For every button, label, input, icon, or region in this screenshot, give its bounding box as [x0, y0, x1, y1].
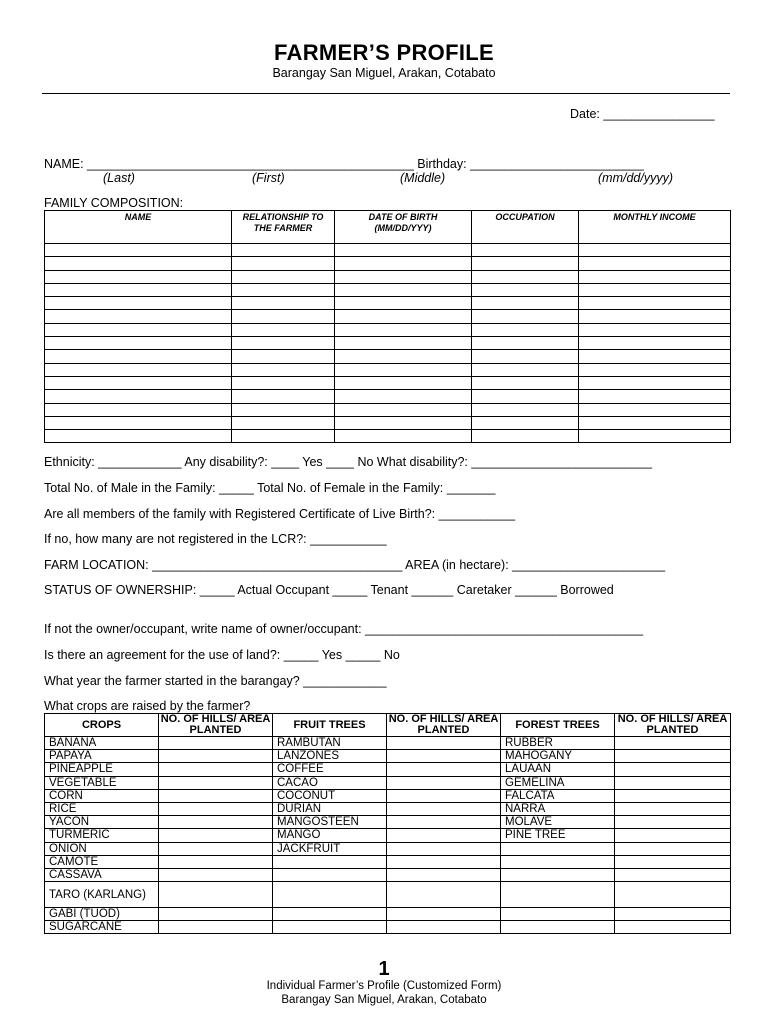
- family-row: [45, 337, 731, 350]
- family-row: [45, 350, 731, 363]
- lcr-field[interactable]: If no, how many are not registered in the LCR?: ___________: [44, 532, 387, 546]
- forest-tree-name: MOLAVE: [501, 816, 615, 829]
- family-header-dob: DATE OF BIRTH (MM/DD/YYY): [335, 211, 472, 244]
- family-cell[interactable]: [335, 416, 472, 429]
- family-cell[interactable]: [45, 323, 232, 336]
- family-cell[interactable]: [472, 244, 579, 257]
- family-cell[interactable]: [472, 350, 579, 363]
- forest-tree-blank-cell[interactable]: [501, 855, 615, 868]
- forest-hills-cell[interactable]: [615, 921, 731, 934]
- family-cell[interactable]: [579, 390, 731, 403]
- family-row: [45, 376, 731, 389]
- crop-name: BANANA: [45, 737, 159, 750]
- crops-row: [45, 882, 731, 908]
- family-cell[interactable]: [579, 416, 731, 429]
- crops-question: What crops are raised by the farmer?: [44, 699, 251, 713]
- forest-tree-blank-cell[interactable]: [501, 882, 615, 908]
- forest-hills-cell[interactable]: [615, 855, 731, 868]
- forest-tree-name: MAHOGANY: [501, 750, 615, 763]
- hint-birthday: (mm/dd/yyyy): [598, 171, 673, 185]
- family-row: [45, 430, 731, 443]
- crop-hills-cell[interactable]: [159, 882, 273, 908]
- crop-name: TURMERIC: [45, 829, 159, 842]
- family-cell[interactable]: [335, 430, 472, 443]
- crop-hills-cell[interactable]: [159, 750, 273, 763]
- crop-hills-cell[interactable]: [159, 855, 273, 868]
- crops-header-hills-2: NO. OF HILLS/ AREA PLANTED: [387, 714, 501, 737]
- crop-name: CAMOTE: [45, 855, 159, 868]
- crops-header-forest-trees: FOREST TREES: [501, 714, 615, 737]
- ownership-status-field[interactable]: STATUS OF OWNERSHIP: _____ Actual Occupant _____ Tenant ______ Caretaker ______ Borrowed: [44, 583, 614, 597]
- fruit-hills-cell[interactable]: [387, 816, 501, 829]
- family-cell[interactable]: [232, 244, 335, 257]
- family-cell[interactable]: [232, 257, 335, 270]
- fruit-hills-cell[interactable]: [387, 868, 501, 881]
- crops-row: [45, 750, 731, 763]
- family-cell[interactable]: [45, 403, 232, 416]
- family-cell[interactable]: [335, 350, 472, 363]
- family-cell[interactable]: [232, 350, 335, 363]
- crop-hills-cell[interactable]: [159, 763, 273, 776]
- fruit-hills-cell[interactable]: [387, 750, 501, 763]
- family-cell[interactable]: [335, 403, 472, 416]
- family-row: [45, 390, 731, 403]
- family-composition-label: FAMILY COMPOSITION:: [44, 196, 184, 210]
- fruit-hills-cell[interactable]: [387, 763, 501, 776]
- crops-row: [45, 737, 731, 750]
- hint-first: (First): [252, 171, 285, 185]
- crop-hills-cell[interactable]: [159, 776, 273, 789]
- crop-name: PINEAPPLE: [45, 763, 159, 776]
- family-cell[interactable]: [579, 270, 731, 283]
- family-cell[interactable]: [579, 244, 731, 257]
- forest-tree-name: GEMELINA: [501, 776, 615, 789]
- crops-row: [45, 908, 731, 921]
- family-row: [45, 270, 731, 283]
- fruit-tree-blank-cell[interactable]: [273, 921, 387, 934]
- family-cell[interactable]: [232, 270, 335, 283]
- forest-tree-name: NARRA: [501, 802, 615, 815]
- family-cell[interactable]: [45, 244, 232, 257]
- crops-table: [44, 713, 731, 934]
- forest-hills-cell[interactable]: [615, 763, 731, 776]
- crop-hills-cell[interactable]: [159, 829, 273, 842]
- crops-header-hills-3: NO. OF HILLS/ AREA PLANTED: [615, 714, 731, 737]
- footer-line-2: Barangay San Miguel, Arakan, Cotabato: [281, 994, 487, 1006]
- forest-hills-cell[interactable]: [615, 802, 731, 815]
- family-row: [45, 257, 731, 270]
- fruit-hills-cell[interactable]: [387, 908, 501, 921]
- family-cell[interactable]: [45, 350, 232, 363]
- crop-name: YACON: [45, 816, 159, 829]
- fruit-tree-name: JACKFRUIT: [273, 842, 387, 855]
- family-cell[interactable]: [45, 270, 232, 283]
- crops-row: [45, 842, 731, 855]
- crop-name: RICE: [45, 802, 159, 815]
- forest-hills-cell[interactable]: [615, 789, 731, 802]
- family-cell[interactable]: [579, 430, 731, 443]
- forest-hills-cell[interactable]: [615, 737, 731, 750]
- family-cell[interactable]: [232, 376, 335, 389]
- family-cell[interactable]: [472, 323, 579, 336]
- year-started-field[interactable]: What year the farmer started in the barangay? ____________: [44, 674, 387, 688]
- footer-line-1: Individual Farmer’s Profile (Customized Form): [266, 980, 502, 992]
- fruit-hills-cell[interactable]: [387, 776, 501, 789]
- fruit-tree-name: COCONUT: [273, 789, 387, 802]
- forest-hills-cell[interactable]: [615, 829, 731, 842]
- page-subtitle: Barangay San Miguel, Arakan, Cotabato: [272, 66, 496, 80]
- family-cell[interactable]: [45, 310, 232, 323]
- family-cell[interactable]: [232, 390, 335, 403]
- fruit-hills-cell[interactable]: [387, 855, 501, 868]
- family-header-relationship: RELATIONSHIP TO THE FARMER: [232, 211, 335, 244]
- family-row: [45, 403, 731, 416]
- crops-row: [45, 921, 731, 934]
- family-cell[interactable]: [472, 390, 579, 403]
- family-cell[interactable]: [335, 270, 472, 283]
- family-cell[interactable]: [45, 416, 232, 429]
- family-cell[interactable]: [472, 416, 579, 429]
- family-cell[interactable]: [45, 297, 232, 310]
- crops-header-hills-1: NO. OF HILLS/ AREA PLANTED: [159, 714, 273, 737]
- family-cell[interactable]: [472, 270, 579, 283]
- family-cell[interactable]: [232, 323, 335, 336]
- fruit-tree-blank-cell[interactable]: [273, 882, 387, 908]
- family-cell[interactable]: [472, 363, 579, 376]
- name-birthday-field[interactable]: NAME: _______________________________________________ Birthday: _________________________: [44, 157, 644, 171]
- date-field[interactable]: Date: ________________: [570, 107, 715, 121]
- fruit-tree-name: COFFEE: [273, 763, 387, 776]
- family-cell[interactable]: [579, 337, 731, 350]
- ethnicity-disability-field[interactable]: Ethnicity: ____________ Any disability?: ____ Yes ____ No What disability?: __________________________: [44, 455, 653, 469]
- family-cell[interactable]: [579, 297, 731, 310]
- birth-certificate-field[interactable]: Are all members of the family with Registered Certificate of Live Birth?: ___________: [44, 507, 516, 521]
- header-divider: [42, 93, 730, 94]
- family-cell[interactable]: [232, 297, 335, 310]
- forest-tree-name: RUBBER: [501, 737, 615, 750]
- fruit-hills-cell[interactable]: [387, 921, 501, 934]
- family-row: [45, 244, 731, 257]
- family-cell[interactable]: [579, 403, 731, 416]
- family-row: [45, 323, 731, 336]
- crops-row: [45, 789, 731, 802]
- family-header-name: NAME: [45, 211, 232, 244]
- crop-name: TARO (KARLANG): [45, 882, 159, 908]
- fruit-tree-name: RAMBUTAN: [273, 737, 387, 750]
- family-composition-table: [44, 210, 731, 443]
- forest-hills-cell[interactable]: [615, 776, 731, 789]
- crops-row: [45, 855, 731, 868]
- family-cell[interactable]: [232, 416, 335, 429]
- family-cell[interactable]: [579, 376, 731, 389]
- owner-name-field[interactable]: If not the owner/occupant, write name of owner/occupant: ________________________________________: [44, 622, 644, 636]
- family-cell[interactable]: [579, 363, 731, 376]
- family-cell[interactable]: [335, 363, 472, 376]
- family-cell[interactable]: [472, 376, 579, 389]
- family-header-occupation: OCCUPATION: [472, 211, 579, 244]
- family-cell[interactable]: [232, 337, 335, 350]
- crop-name: SUGARCANE: [45, 921, 159, 934]
- family-cell[interactable]: [579, 257, 731, 270]
- family-cell[interactable]: [335, 376, 472, 389]
- crop-hills-cell[interactable]: [159, 802, 273, 815]
- forest-hills-cell[interactable]: [615, 816, 731, 829]
- hint-middle: (Middle): [400, 171, 446, 185]
- crop-hills-cell[interactable]: [159, 816, 273, 829]
- family-cell[interactable]: [335, 297, 472, 310]
- forest-tree-blank-cell[interactable]: [501, 921, 615, 934]
- forest-tree-name: LAUAAN: [501, 763, 615, 776]
- fruit-hills-cell[interactable]: [387, 882, 501, 908]
- fruit-hills-cell[interactable]: [387, 842, 501, 855]
- family-cell[interactable]: [335, 244, 472, 257]
- family-cell[interactable]: [579, 310, 731, 323]
- crop-hills-cell[interactable]: [159, 737, 273, 750]
- crops-row: [45, 776, 731, 789]
- family-header-income: MONTHLY INCOME: [579, 211, 731, 244]
- family-cell[interactable]: [232, 363, 335, 376]
- crop-name: VEGETABLE: [45, 776, 159, 789]
- family-cell[interactable]: [579, 283, 731, 296]
- family-cell[interactable]: [472, 297, 579, 310]
- crops-row: [45, 802, 731, 815]
- family-cell[interactable]: [45, 376, 232, 389]
- fruit-tree-name: LANZONES: [273, 750, 387, 763]
- family-cell[interactable]: [335, 390, 472, 403]
- family-cell[interactable]: [45, 390, 232, 403]
- forest-hills-cell[interactable]: [615, 882, 731, 908]
- family-cell[interactable]: [472, 403, 579, 416]
- family-cell[interactable]: [472, 337, 579, 350]
- forest-hills-cell[interactable]: [615, 842, 731, 855]
- crop-name: CASSAVA: [45, 868, 159, 881]
- crop-hills-cell[interactable]: [159, 789, 273, 802]
- family-cell[interactable]: [45, 283, 232, 296]
- forest-hills-cell[interactable]: [615, 868, 731, 881]
- fruit-tree-blank-cell[interactable]: [273, 908, 387, 921]
- crop-hills-cell[interactable]: [159, 908, 273, 921]
- family-cell[interactable]: [335, 283, 472, 296]
- fruit-tree-blank-cell[interactable]: [273, 855, 387, 868]
- family-cell[interactable]: [472, 310, 579, 323]
- crops-row: [45, 816, 731, 829]
- forest-hills-cell[interactable]: [615, 750, 731, 763]
- forest-tree-name: FALCATA: [501, 789, 615, 802]
- family-cell[interactable]: [45, 257, 232, 270]
- land-agreement-field[interactable]: Is there an agreement for the use of land?: _____ Yes _____ No: [44, 648, 400, 662]
- male-female-count-field[interactable]: Total No. of Male in the Family: _____ Total No. of Female in the Family: _______: [44, 481, 496, 495]
- fruit-tree-name: DURIAN: [273, 802, 387, 815]
- family-cell[interactable]: [45, 430, 232, 443]
- family-cell[interactable]: [472, 283, 579, 296]
- crop-name: GABI (TUOD): [45, 908, 159, 921]
- forest-hills-cell[interactable]: [615, 908, 731, 921]
- forest-tree-blank-cell[interactable]: [501, 842, 615, 855]
- family-row: [45, 416, 731, 429]
- family-row: [45, 297, 731, 310]
- family-cell[interactable]: [232, 430, 335, 443]
- family-cell[interactable]: [232, 310, 335, 323]
- crop-hills-cell[interactable]: [159, 842, 273, 855]
- family-cell[interactable]: [472, 257, 579, 270]
- fruit-tree-name: MANGOSTEEN: [273, 816, 387, 829]
- fruit-tree-name: CACAO: [273, 776, 387, 789]
- family-cell[interactable]: [335, 323, 472, 336]
- fruit-tree-name: MANGO: [273, 829, 387, 842]
- fruit-hills-cell[interactable]: [387, 789, 501, 802]
- family-cell[interactable]: [45, 363, 232, 376]
- family-row: [45, 310, 731, 323]
- page-title: FARMER’S PROFILE: [274, 40, 494, 65]
- page-number: 1: [378, 958, 390, 980]
- fruit-hills-cell[interactable]: [387, 802, 501, 815]
- family-cell[interactable]: [472, 430, 579, 443]
- family-cell[interactable]: [45, 337, 232, 350]
- fruit-hills-cell[interactable]: [387, 737, 501, 750]
- family-cell[interactable]: [335, 257, 472, 270]
- crops-row: [45, 829, 731, 842]
- farm-location-area-field[interactable]: FARM LOCATION: ____________________________________ AREA (in hectare): ______________________: [44, 558, 666, 572]
- crop-name: ONION: [45, 842, 159, 855]
- forest-tree-blank-cell[interactable]: [501, 868, 615, 881]
- family-row: [45, 283, 731, 296]
- family-cell[interactable]: [232, 283, 335, 296]
- family-cell[interactable]: [232, 403, 335, 416]
- crops-header-fruit-trees: FRUIT TREES: [273, 714, 387, 737]
- crop-hills-cell[interactable]: [159, 921, 273, 934]
- hint-last: (Last): [103, 171, 135, 185]
- crops-row: [45, 868, 731, 881]
- forest-tree-name: PINE TREE: [501, 829, 615, 842]
- fruit-tree-blank-cell[interactable]: [273, 868, 387, 881]
- family-cell[interactable]: [335, 310, 472, 323]
- crops-row: [45, 763, 731, 776]
- crop-name: CORN: [45, 789, 159, 802]
- family-cell[interactable]: [579, 350, 731, 363]
- crops-header-crops: CROPS: [45, 714, 159, 737]
- family-cell[interactable]: [579, 323, 731, 336]
- fruit-hills-cell[interactable]: [387, 829, 501, 842]
- crop-name: PAPAYA: [45, 750, 159, 763]
- family-cell[interactable]: [335, 337, 472, 350]
- family-row: [45, 363, 731, 376]
- crop-hills-cell[interactable]: [159, 868, 273, 881]
- forest-tree-blank-cell[interactable]: [501, 908, 615, 921]
